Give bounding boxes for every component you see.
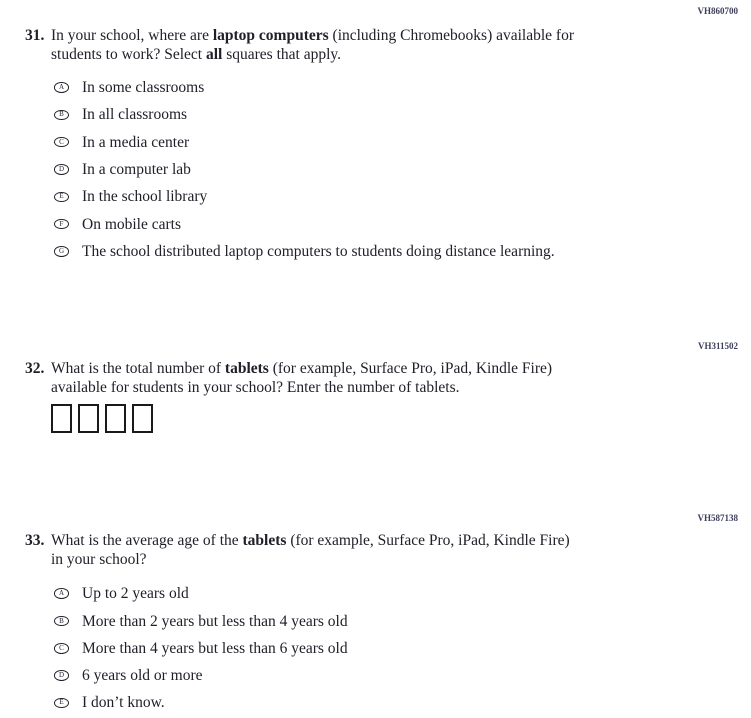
option-label: More than 2 years but less than 4 years old [82,612,348,630]
question-code: VH587138 [697,513,738,524]
option-row[interactable] [54,580,751,607]
option-bubble-icon[interactable]: A [54,82,69,93]
option-bubble-icon[interactable]: C [54,137,69,148]
option-row[interactable] [54,238,751,265]
option-row[interactable] [54,662,751,689]
option-bubble-icon[interactable]: E [54,192,69,203]
question-31 [0,26,751,265]
option-bubble-icon[interactable]: G [54,246,69,257]
option-row[interactable] [54,210,751,237]
question-32 [0,359,751,433]
option-bubble-icon[interactable]: F [54,219,69,230]
digit-box[interactable] [51,404,72,433]
option-bubble-icon[interactable]: C [54,643,69,654]
option-label: I don’t know. [82,694,165,712]
option-label: Up to 2 years old [82,585,189,603]
option-row[interactable] [54,156,751,183]
option-bubble-icon[interactable]: B [54,110,69,121]
question-text-line: In your school, where are laptop computers (including Chromebooks) available for [51,27,575,44]
question-text-line: What is the average age of the tablets (for example, Surface Pro, iPad, Kindle Fire) [51,532,570,550]
options-list [51,580,751,716]
option-row[interactable] [54,607,751,634]
option-label: In a media center [82,133,190,151]
option-bubble-icon[interactable]: D [54,670,69,681]
option-label: More than 4 years but less than 6 years old [82,639,348,657]
option-label: The school distributed laptop computers to students doing distance learning. [82,242,555,260]
option-bubble-icon[interactable]: E [54,698,69,709]
option-row[interactable] [54,689,751,716]
question-33 [0,531,751,716]
option-label: In a computer lab [82,161,191,179]
option-label: In all classrooms [82,106,188,124]
question-number: 31. [25,27,45,44]
question-code: VH860700 [697,6,738,16]
question-text-line: What is the total number of tablets (for example, Surface Pro, iPad, Kindle Fire) [51,360,553,378]
digit-box[interactable] [105,404,126,433]
question-text-line: available for students in your school? Enter the number of tablets. [51,379,460,397]
questionnaire-page [0,6,751,718]
question-number: 33. [25,532,45,550]
option-label: On mobile carts [82,215,182,233]
digit-box[interactable] [132,404,153,433]
question-text-line: in your school? [51,551,147,569]
number-entry-field [51,404,751,433]
option-label: 6 years old or more [82,667,203,685]
options-list [51,74,751,265]
question-number: 32. [25,360,45,378]
option-row[interactable] [54,74,751,101]
option-label: In the school library [82,188,208,206]
option-bubble-icon[interactable]: B [54,616,69,627]
option-bubble-icon[interactable]: D [54,164,69,175]
option-row[interactable] [54,129,751,156]
option-bubble-icon[interactable]: A [54,588,69,599]
option-row[interactable] [54,183,751,210]
option-label: In some classrooms [82,79,205,97]
question-text-line: students to work? Select all squares that apply. [51,46,342,63]
question-code: VH311502 [697,341,738,352]
option-row[interactable] [54,101,751,128]
option-row[interactable] [54,635,751,662]
digit-box[interactable] [78,404,99,433]
